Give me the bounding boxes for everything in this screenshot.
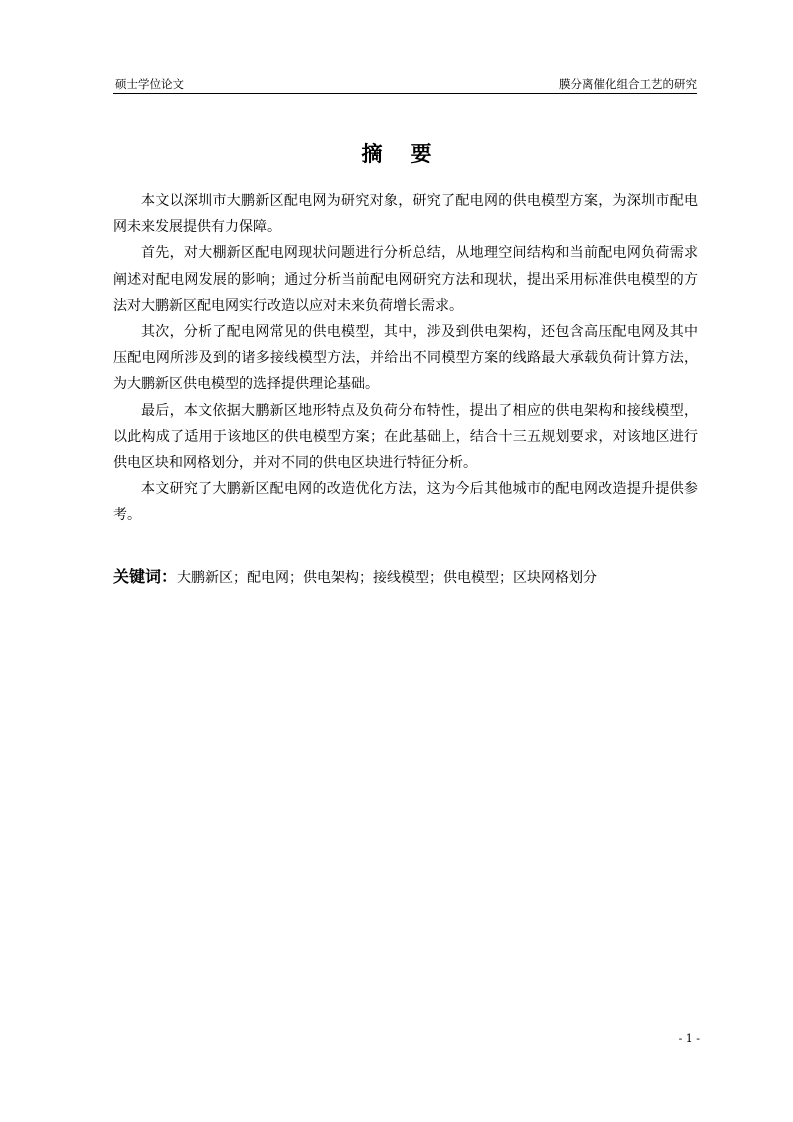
keywords-line: [113, 566, 713, 589]
abstract-paragraph-1: 本文以深圳市大鹏新区配电网为研究对象，研究了配电网的供电模型方案，为深圳市配电网未来发展提供有力保障。: [113, 193, 698, 236]
abstract-paragraph-3: 其次，分析了配电网常见的供电模型，其中，涉及到供电架构，还包含高压配电网及其中压配电网所涉及到的诸多接线模型方法，并给出不同模型方案的线路最大承载负荷计算方法，为大鹏新区供电模型的选择提供理论基础。: [113, 324, 698, 393]
header-thesis-title: 膜分离催化组合工艺的研究: [559, 77, 697, 91]
keywords-label: 关键词：: [113, 567, 178, 586]
page-header: [113, 77, 697, 94]
abstract-paragraph-2: 首先，对大棚新区配电网现状问题进行分析总结，从地理空间结构和当前配电网负荷需求阐述对配电网发展的影响；通过分析当前配电网研究方法和现状，提出采用标准供电模型的方法对大鹏新区配电网实行改造以应对未来负荷增长需求。: [113, 245, 698, 314]
abstract-body: [113, 188, 698, 529]
abstract-paragraph-4: 最后，本文依据大鹏新区地形特点及负荷分布特性，提出了相应的供电架构和接线模型，以此构成了适用于该地区的供电模型方案；在此基础上，结合十三五规划要求，对该地区进行供电区块和网格划分，并对不同的供电区块进行特征分析。: [113, 402, 698, 472]
abstract-title: 摘要: [361, 141, 460, 166]
abstract-paragraph-5: 本文研究了大鹏新区配电网的改造优化方法，这为今后其他城市的配电网改造提升提供参考。: [113, 481, 698, 524]
keywords-text: 大鹏新区；配电网；供电架构；接线模型；供电模型；区块网格划分: [177, 570, 598, 586]
header-thesis-type: 硕士学位论文: [115, 77, 184, 91]
page-number: - 1 -: [678, 1032, 700, 1045]
